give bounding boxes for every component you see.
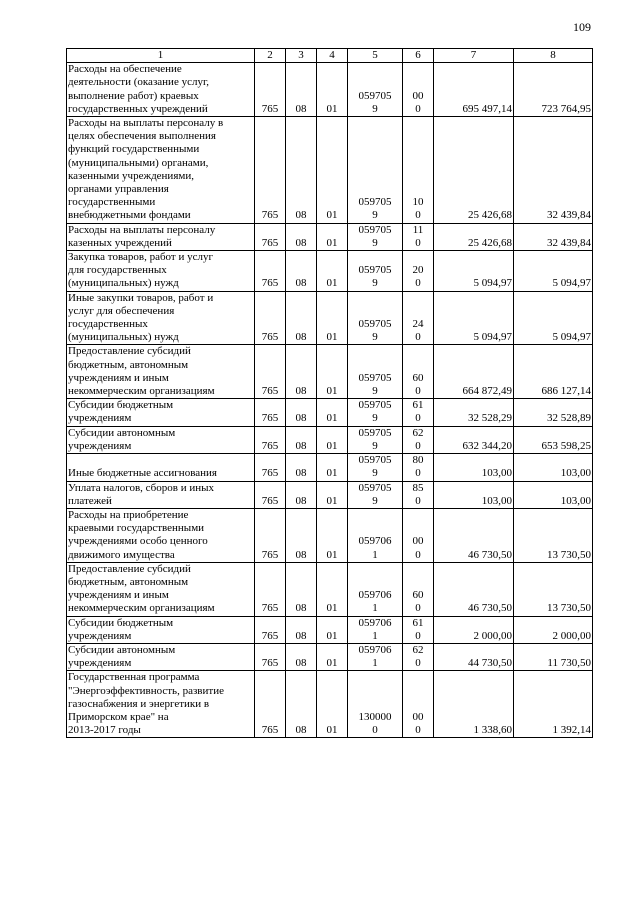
ministry-code: 765	[255, 454, 286, 481]
row-description: Иные закупки товаров, работ и услуг для обеспечения государственных (муниципальных) нужд	[67, 291, 255, 345]
section-code: 08	[286, 251, 317, 292]
page-number: 109	[573, 20, 591, 34]
expense-type-code: 80 0	[403, 454, 434, 481]
ministry-code: 765	[255, 345, 286, 399]
target-article-code: 059706 1	[348, 643, 403, 670]
row-description: Субсидии бюджетным учреждениям	[67, 399, 255, 426]
target-article-code: 059705 9	[348, 481, 403, 508]
ministry-code: 765	[255, 291, 286, 345]
table-row	[67, 454, 593, 481]
amount-year-2: 5 094,97	[514, 291, 593, 345]
subsection-code: 01	[317, 345, 348, 399]
amount-year-1: 46 730,50	[434, 508, 514, 562]
subsection-code: 01	[317, 291, 348, 345]
row-description: Субсидии автономным учреждениям	[67, 643, 255, 670]
section-code: 08	[286, 291, 317, 345]
target-article-code: 059706 1	[348, 562, 403, 616]
amount-year-1: 695 497,14	[434, 63, 514, 117]
column-header: 4	[317, 49, 348, 63]
target-article-code: 059705 9	[348, 291, 403, 345]
amount-year-1: 2 000,00	[434, 616, 514, 643]
amount-year-1: 5 094,97	[434, 251, 514, 292]
section-code: 08	[286, 562, 317, 616]
amount-year-1: 25 426,68	[434, 223, 514, 250]
subsection-code: 01	[317, 399, 348, 426]
target-article-code: 059705 9	[348, 345, 403, 399]
expense-type-code: 11 0	[403, 223, 434, 250]
amount-year-2: 5 094,97	[514, 251, 593, 292]
ministry-code: 765	[255, 251, 286, 292]
row-description: Расходы на обеспечение деятельности (оказание услуг, выполнение работ) краевых государственных учреждений	[67, 63, 255, 117]
table-row	[67, 643, 593, 670]
ministry-code: 765	[255, 117, 286, 224]
amount-year-2: 723 764,95	[514, 63, 593, 117]
subsection-code: 01	[317, 481, 348, 508]
subsection-code: 01	[317, 671, 348, 738]
section-code: 08	[286, 616, 317, 643]
amount-year-1: 5 094,97	[434, 291, 514, 345]
budget-table	[66, 48, 593, 738]
amount-year-2: 686 127,14	[514, 345, 593, 399]
row-description: Закупка товаров, работ и услуг для государственных (муниципальных) нужд	[67, 251, 255, 292]
subsection-code: 01	[317, 223, 348, 250]
ministry-code: 765	[255, 643, 286, 670]
table-row	[67, 251, 593, 292]
ministry-code: 765	[255, 562, 286, 616]
target-article-code: 059705 9	[348, 117, 403, 224]
ministry-code: 765	[255, 399, 286, 426]
expense-type-code: 62 0	[403, 643, 434, 670]
column-header: 3	[286, 49, 317, 63]
row-description: Предоставление субсидий бюджетным, автономным учреждениям и иным некоммерческим организациям	[67, 562, 255, 616]
section-code: 08	[286, 671, 317, 738]
column-header: 6	[403, 49, 434, 63]
amount-year-2: 103,00	[514, 481, 593, 508]
table-row	[67, 481, 593, 508]
column-header: 7	[434, 49, 514, 63]
column-header: 5	[348, 49, 403, 63]
subsection-code: 01	[317, 426, 348, 453]
target-article-code: 130000 0	[348, 671, 403, 738]
table-row	[67, 426, 593, 453]
ministry-code: 765	[255, 671, 286, 738]
section-code: 08	[286, 426, 317, 453]
table-row	[67, 562, 593, 616]
ministry-code: 765	[255, 223, 286, 250]
amount-year-2: 32 439,84	[514, 117, 593, 224]
row-description: Государственная программа "Энергоэффективность, развитие газоснабжения и энергетики в Приморском крае" на 2013-2017 годы	[67, 671, 255, 738]
amount-year-2: 32 528,89	[514, 399, 593, 426]
row-description: Уплата налогов, сборов и иных платежей	[67, 481, 255, 508]
expense-type-code: 10 0	[403, 117, 434, 224]
target-article-code: 059705 9	[348, 251, 403, 292]
ministry-code: 765	[255, 508, 286, 562]
subsection-code: 01	[317, 454, 348, 481]
subsection-code: 01	[317, 616, 348, 643]
row-description: Расходы на выплаты персоналу в целях обеспечения выполнения функций государственными (муниципальными) органами, казенными учреждениями, органами управления государственными внебюджетными фондами	[67, 117, 255, 224]
section-code: 08	[286, 223, 317, 250]
expense-type-code: 61 0	[403, 616, 434, 643]
amount-year-1: 103,00	[434, 481, 514, 508]
amount-year-1: 44 730,50	[434, 643, 514, 670]
target-article-code: 059705 9	[348, 63, 403, 117]
subsection-code: 01	[317, 63, 348, 117]
section-code: 08	[286, 399, 317, 426]
amount-year-2: 32 439,84	[514, 223, 593, 250]
amount-year-2: 103,00	[514, 454, 593, 481]
expense-type-code: 00 0	[403, 508, 434, 562]
amount-year-1: 46 730,50	[434, 562, 514, 616]
amount-year-1: 632 344,20	[434, 426, 514, 453]
section-code: 08	[286, 345, 317, 399]
expense-type-code: 20 0	[403, 251, 434, 292]
target-article-code: 059706 1	[348, 616, 403, 643]
section-code: 08	[286, 454, 317, 481]
expense-type-code: 62 0	[403, 426, 434, 453]
amount-year-1: 664 872,49	[434, 345, 514, 399]
table-row	[67, 63, 593, 117]
table-row	[67, 345, 593, 399]
section-code: 08	[286, 117, 317, 224]
subsection-code: 01	[317, 508, 348, 562]
amount-year-1: 1 338,60	[434, 671, 514, 738]
amount-year-2: 13 730,50	[514, 562, 593, 616]
section-code: 08	[286, 63, 317, 117]
expense-type-code: 24 0	[403, 291, 434, 345]
target-article-code: 059705 9	[348, 454, 403, 481]
amount-year-1: 103,00	[434, 454, 514, 481]
subsection-code: 01	[317, 251, 348, 292]
target-article-code: 059706 1	[348, 508, 403, 562]
subsection-code: 01	[317, 643, 348, 670]
expense-type-code: 00 0	[403, 63, 434, 117]
table-row	[67, 399, 593, 426]
section-code: 08	[286, 508, 317, 562]
amount-year-2: 2 000,00	[514, 616, 593, 643]
table-row	[67, 223, 593, 250]
ministry-code: 765	[255, 481, 286, 508]
ministry-code: 765	[255, 616, 286, 643]
row-description: Субсидии автономным учреждениям	[67, 426, 255, 453]
column-header: 2	[255, 49, 286, 63]
target-article-code: 059705 9	[348, 223, 403, 250]
section-code: 08	[286, 643, 317, 670]
amount-year-1: 25 426,68	[434, 117, 514, 224]
amount-year-2: 653 598,25	[514, 426, 593, 453]
row-description: Расходы на приобретение краевыми государственными учреждениями особо ценного движимого имущества	[67, 508, 255, 562]
table-row	[67, 117, 593, 224]
row-description: Иные бюджетные ассигнования	[67, 454, 255, 481]
amount-year-2: 13 730,50	[514, 508, 593, 562]
table-row	[67, 616, 593, 643]
table-row	[67, 671, 593, 738]
column-header: 8	[514, 49, 593, 63]
expense-type-code: 85 0	[403, 481, 434, 508]
expense-type-code: 61 0	[403, 399, 434, 426]
header-row	[67, 49, 593, 63]
subsection-code: 01	[317, 562, 348, 616]
amount-year-1: 32 528,29	[434, 399, 514, 426]
column-header: 1	[67, 49, 255, 63]
expense-type-code: 00 0	[403, 671, 434, 738]
expense-type-code: 60 0	[403, 562, 434, 616]
section-code: 08	[286, 481, 317, 508]
target-article-code: 059705 9	[348, 399, 403, 426]
table-row	[67, 291, 593, 345]
row-description: Расходы на выплаты персоналу казенных учреждений	[67, 223, 255, 250]
ministry-code: 765	[255, 63, 286, 117]
expense-type-code: 60 0	[403, 345, 434, 399]
subsection-code: 01	[317, 117, 348, 224]
row-description: Субсидии бюджетным учреждениям	[67, 616, 255, 643]
row-description: Предоставление субсидий бюджетным, автономным учреждениям и иным некоммерческим организациям	[67, 345, 255, 399]
amount-year-2: 1 392,14	[514, 671, 593, 738]
amount-year-2: 11 730,50	[514, 643, 593, 670]
table-row	[67, 508, 593, 562]
ministry-code: 765	[255, 426, 286, 453]
target-article-code: 059705 9	[348, 426, 403, 453]
